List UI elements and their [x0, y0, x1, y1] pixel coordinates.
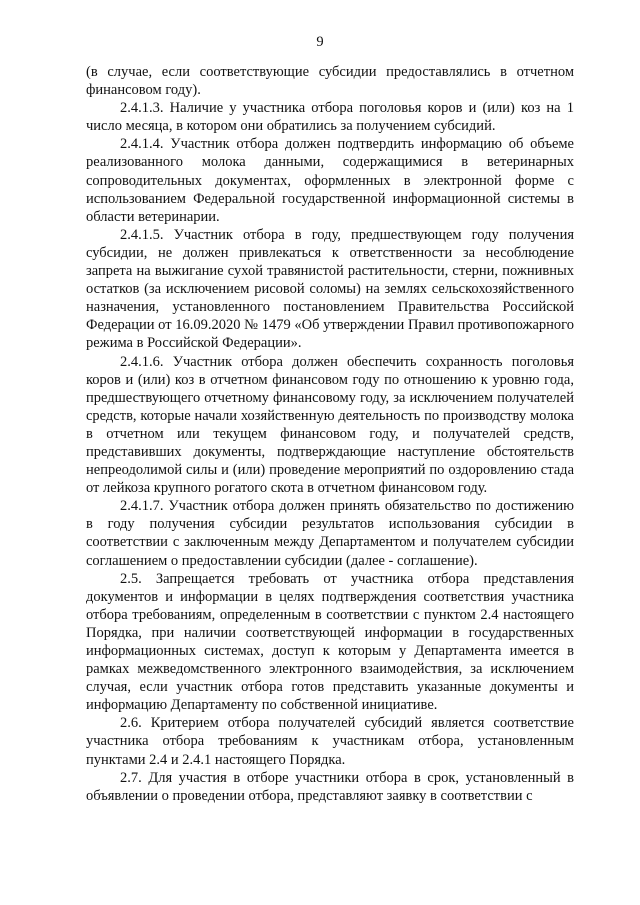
paragraph-2-7: 2.7. Для участия в отборе участники отбора в срок, установленный в объявлении о проведении отбора, представляют заявку в соответствии с — [86, 769, 574, 804]
paragraph-2-4-1-4: 2.4.1.4. Участник отбора должен подтвердить информацию об объеме реализованного молока данными, содержащимися в ветеринарных сопроводительных документах, оформленных в электронной форме с использованием Федеральной государственной информационной системы в области ветеринарии. — [86, 136, 574, 225]
paragraph-2-4-1-7: 2.4.1.7. Участник отбора должен принять обязательство по достижению в году получения субсидии результатов использования субсидии в соответствии с заключенным между Департаментом и получателем субсидии соглашением о предоставлении субсидии (далее - соглашение). — [86, 498, 574, 569]
paragraph-2-4-1-5: 2.4.1.5. Участник отбора в году, предшествующем году получения субсидии, не должен привлекаться к ответственности за несоблюдение запрета на выжигание сухой травянистой растительности, стерни, пожнивных остатков (за исключением рисовой соломы) на землях сельскохозяйственного назначения, установленного постановлением Правительства Российской Федерации от 16.09.2020 № 1479 «Об утверждении Правил противопожарного режима в Российской Федерации». — [86, 226, 574, 352]
document-body — [86, 63, 574, 805]
paragraph-2-6: 2.6. Критерием отбора получателей субсидий является соответствие участника отбора требованиям к участникам отбора, установленным пунктами 2.4 и 2.4.1 настоящего Порядка. — [86, 715, 574, 768]
paragraph-continuation: (в случае, если соответствующие субсидии предоставлялись в отчетном финансовом году). — [86, 64, 574, 99]
page-number: 9 — [316, 34, 324, 50]
paragraph-2-4-1-3: 2.4.1.3. Наличие у участника отбора поголовья коров и (или) коз на 1 число месяца, в котором они обратились за получением субсидий. — [86, 100, 574, 135]
paragraph-2-5: 2.5. Запрещается требовать от участника отбора представления документов и информации в целях подтверждения соответствия участника отбора требованиям, определенным в соответствии с пунктом 2.4 настоящего Порядка, при наличии соответствующей информации в государственных информационных системах, доступ к которым у Департамента имеется в рамках межведомственного электронного взаимодействия, за исключением случая, если участник отбора готов представить указанные документы и информацию Департаменту по собственной инициативе. — [86, 570, 574, 714]
paragraph-2-4-1-6: 2.4.1.6. Участник отбора должен обеспечить сохранность поголовья коров и (или) коз в отчетном финансовом году по отношению к уровню года, предшествующего отчетному финансовому году, за исключением получателей средств, которые начали хозяйственную деятельность по производству молока в отчетном или текущем финансовом году, и получателей средств, представивших документы, подтверждающие наступление обстоятельств непреодолимой силы и (или) проведение мероприятий по оздоровлению стада от лейкоза крупного рогатого скота в отчетном финансовом году. — [86, 353, 574, 497]
